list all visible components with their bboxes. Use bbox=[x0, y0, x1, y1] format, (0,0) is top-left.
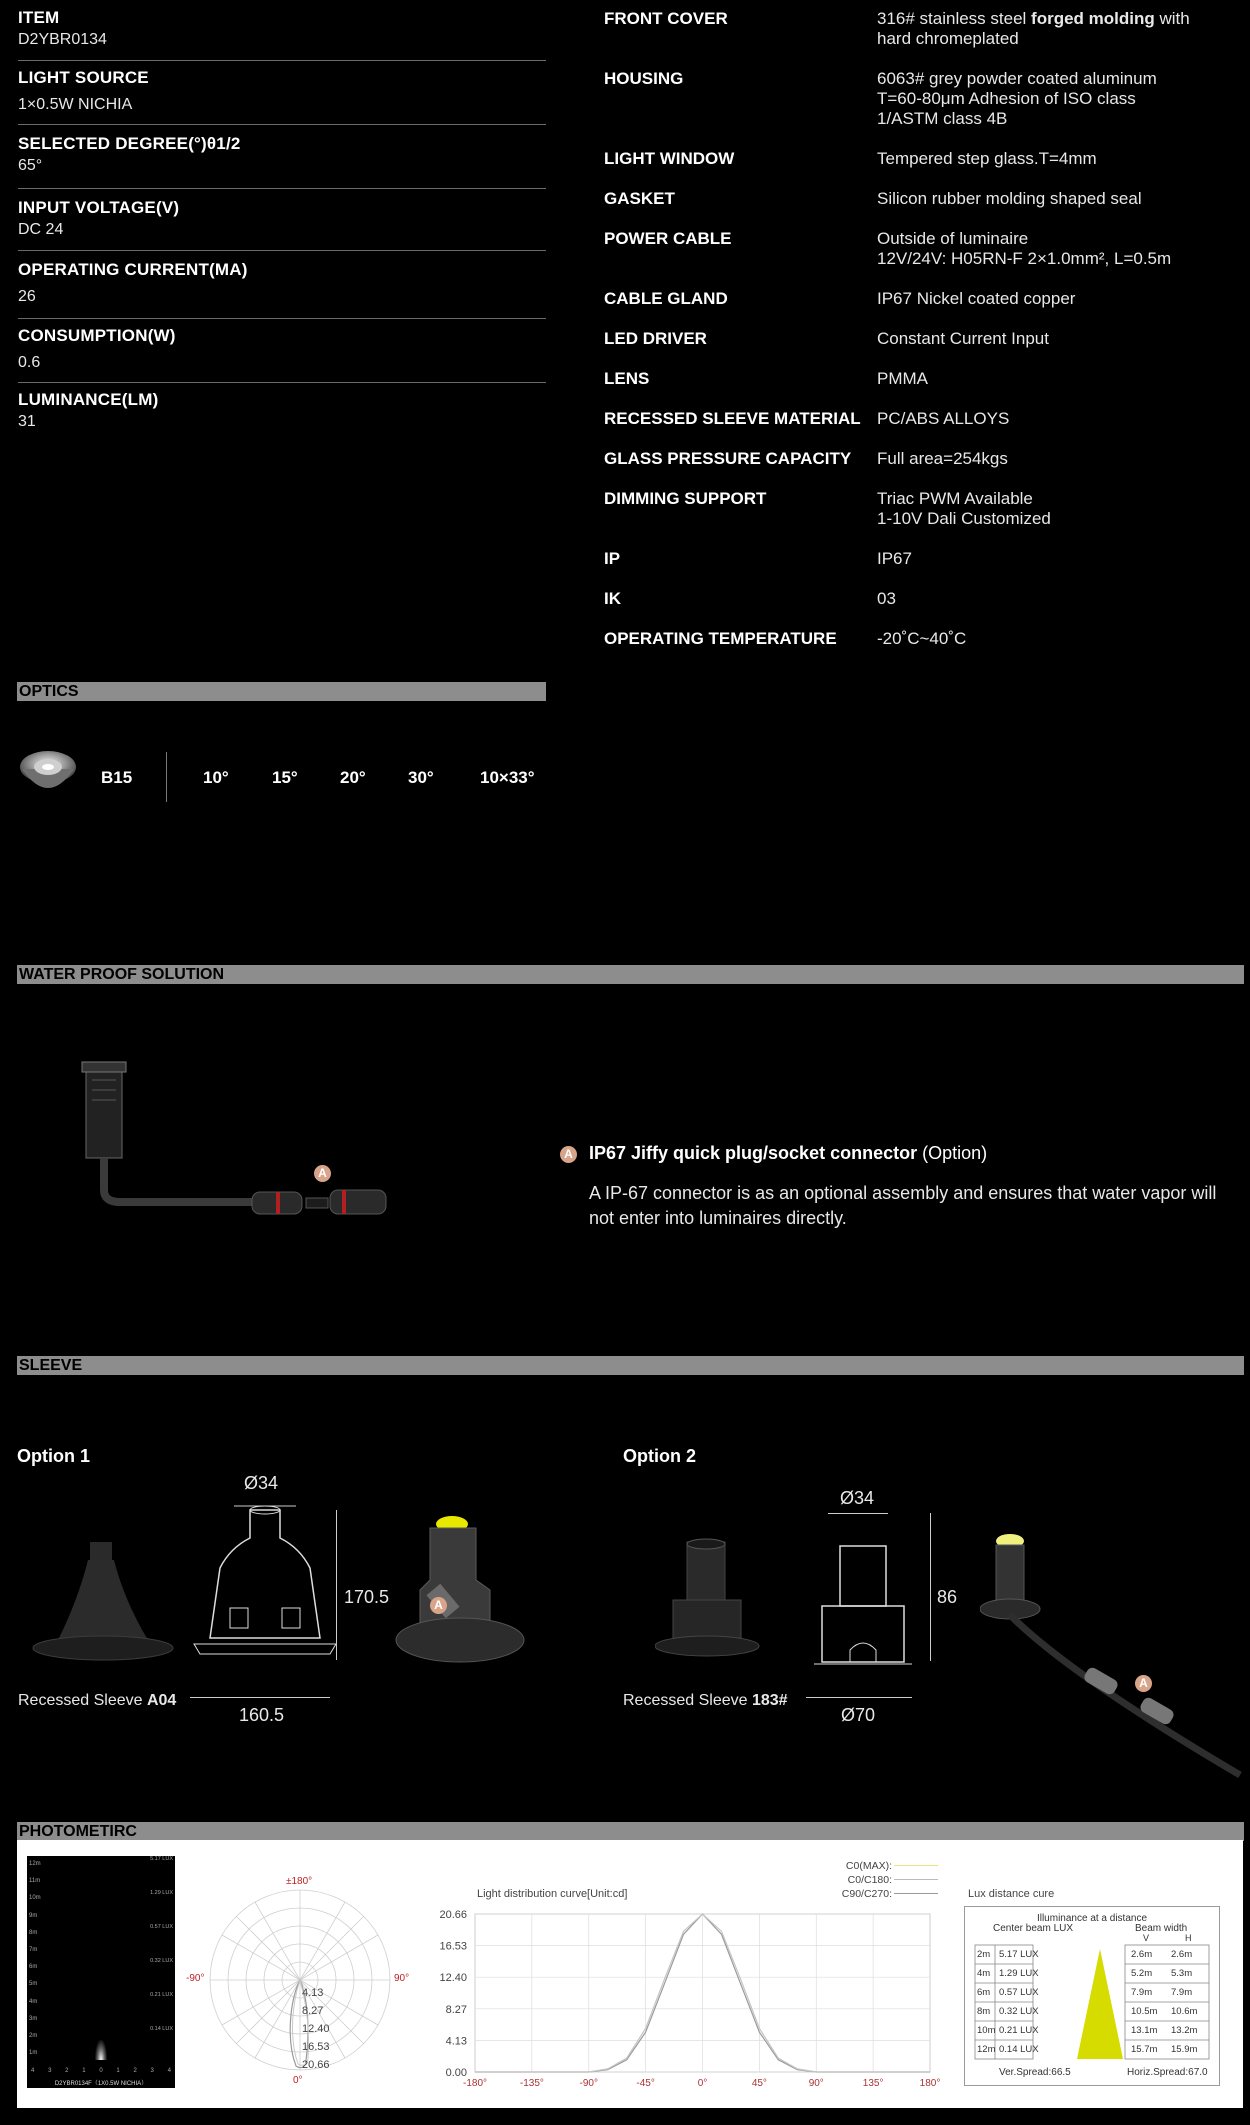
lux-distance-table bbox=[964, 1906, 1220, 2086]
spec-label: SELECTED DEGREE(°)θ1/2 bbox=[18, 134, 241, 153]
spec-value: D2YBR0134 bbox=[18, 31, 107, 48]
spec-value: 0.6 bbox=[18, 354, 41, 371]
beam-angle: 30° bbox=[408, 768, 434, 787]
spec-value: 03 bbox=[877, 589, 896, 608]
dim-line-vertical bbox=[930, 1513, 931, 1661]
lux-header-h: H bbox=[1185, 1933, 1192, 1943]
badge-a: A bbox=[560, 1146, 577, 1163]
isolux-x-tick: 1 bbox=[116, 2068, 120, 2074]
isolux-distance-labels bbox=[29, 1856, 59, 2062]
lux-row-center: 0.21 LUX bbox=[999, 2025, 1039, 2036]
spec-label: CABLE GLAND bbox=[604, 289, 728, 308]
spec-value: IP67 Nickel coated copper bbox=[877, 289, 1076, 308]
lens-icon bbox=[18, 745, 80, 805]
legend-swatch bbox=[894, 1879, 938, 1880]
lux-row-center: 1.29 LUX bbox=[999, 1968, 1039, 1979]
dim-line-horizontal bbox=[806, 1697, 912, 1698]
spec-value bbox=[877, 9, 1190, 49]
spec-label: LUMINANCE(LM) bbox=[18, 390, 159, 409]
spec-label: POWER CABLE bbox=[604, 229, 732, 248]
chart-y-tick-label: 0.00 bbox=[445, 2067, 467, 2079]
spec-value-part: 316# stainless steel bbox=[877, 9, 1032, 28]
curve-legend bbox=[780, 1859, 892, 1901]
sleeve-option-1-title: Option 1 bbox=[17, 1446, 90, 1466]
spec-value: Outside of luminaire 12V/24V: H05RN-F 2×1.0mm², L=0.5m bbox=[877, 229, 1172, 268]
isolux-beam-spot bbox=[95, 2040, 107, 2060]
spec-value-bold: forged molding bbox=[1031, 9, 1155, 28]
sleeve-a04-drawing bbox=[190, 1498, 350, 1668]
dim-line-vertical bbox=[336, 1510, 337, 1660]
lux-row-distance: 4m bbox=[977, 1968, 991, 1979]
isolux-lux-labels bbox=[150, 1856, 173, 2060]
lux-row-center: 0.57 LUX bbox=[999, 1987, 1039, 1998]
lux-header: Illuminance at a distance bbox=[1036, 1913, 1148, 1924]
legend-swatch bbox=[894, 1865, 938, 1866]
section-bar-photometric: PHOTOMETIRC bbox=[17, 1822, 1244, 1841]
sleeve-option-2-title: Option 2 bbox=[623, 1446, 696, 1466]
spec-value-part: with hard chromeplated bbox=[877, 9, 1190, 48]
polar-ring-label: 4.13 bbox=[302, 1987, 324, 1999]
spec-label: OPERATING CURRENT(MA) bbox=[18, 260, 248, 279]
polar-label-right: 90° bbox=[394, 1973, 410, 1984]
spec-label: ITEM bbox=[18, 8, 60, 27]
badge-a: A bbox=[430, 1597, 447, 1614]
spec-value: PC/ABS ALLOYS bbox=[877, 409, 1010, 428]
chart-x-tick-label: -45° bbox=[636, 2078, 655, 2089]
chart-x-tick-label: 135° bbox=[862, 2078, 884, 2089]
sleeve-183-drawing bbox=[810, 1540, 920, 1680]
caption-code: A04 bbox=[146, 1692, 177, 1709]
lens-code: B15 bbox=[101, 768, 133, 787]
lux-row-h: 7.9m bbox=[1171, 1987, 1193, 1998]
chart-x-tick-label: -180° bbox=[462, 2078, 488, 2089]
dim-line-horizontal bbox=[828, 1513, 888, 1514]
sleeve-caption bbox=[623, 1692, 788, 1710]
spec-item bbox=[18, 8, 546, 61]
spec-label: IP bbox=[604, 549, 621, 568]
spec-value: 65° bbox=[18, 157, 43, 174]
spec-value: 26 bbox=[18, 288, 36, 305]
spec-label: LIGHT WINDOW bbox=[604, 149, 735, 168]
legend-item-c0-c180: C0/C180: bbox=[847, 1874, 892, 1886]
legend-item-c0-max: C0(MAX): bbox=[845, 1860, 892, 1872]
polar-ring-label: 12.40 bbox=[302, 2023, 330, 2035]
isolux-distance: 6m bbox=[29, 1964, 38, 1971]
polar-ring-label: 8.27 bbox=[302, 2005, 324, 2017]
lux-hor-spread: Horiz.Spread:67.0 bbox=[1127, 2067, 1208, 2078]
dim-diameter-top: Ø34 bbox=[840, 1488, 875, 1508]
spec-value: 31 bbox=[18, 413, 36, 430]
isolux-distance: 10m bbox=[29, 1895, 41, 1902]
isolux-distance: 2m bbox=[29, 2033, 38, 2040]
polar-ring-label: 16.53 bbox=[302, 2041, 330, 2053]
lux-row-h: 2.6m bbox=[1171, 1949, 1193, 1960]
sleeve-a04-image bbox=[28, 1540, 188, 1670]
lux-row-v: 10.5m bbox=[1131, 2006, 1158, 2017]
lux-row-h: 10.6m bbox=[1171, 2006, 1198, 2017]
lux-header-beam: Beam width bbox=[1135, 1923, 1188, 1934]
connector-description: A IP-67 connector is as an optional assembly and ensures that water vapor will not enter into luminaires directly. bbox=[589, 1183, 1217, 1228]
polar-label-bottom: 0° bbox=[293, 2075, 303, 2086]
dim-width: 160.5 bbox=[239, 1705, 285, 1725]
spec-label: LED DRIVER bbox=[604, 329, 707, 348]
isolux-distance: 9m bbox=[29, 1912, 38, 1919]
spec-label: GASKET bbox=[604, 189, 675, 208]
connector-option: (Option) bbox=[917, 1143, 988, 1163]
lux-row-distance: 8m bbox=[977, 2006, 991, 2017]
caption-text: Recessed Sleeve bbox=[18, 1692, 147, 1709]
isolux-distance: 3m bbox=[29, 2015, 38, 2022]
connector-illustration bbox=[80, 1060, 420, 1220]
spec-item bbox=[18, 326, 546, 383]
spec-item bbox=[18, 260, 546, 319]
spec-value: Constant Current Input bbox=[877, 329, 1049, 348]
lux-ver-spread: Ver.Spread:66.5 bbox=[999, 2067, 1071, 2078]
legend-swatch bbox=[894, 1893, 938, 1894]
spec-label: INPUT VOLTAGE(V) bbox=[18, 198, 180, 217]
beam-angle: 10° bbox=[203, 768, 229, 787]
connector-heading bbox=[589, 1143, 987, 1164]
isolux-x-tick: 3 bbox=[150, 2068, 154, 2074]
polar-diagram bbox=[190, 1870, 410, 2090]
lux-row-h: 5.3m bbox=[1171, 1968, 1193, 1979]
lux-row-h: 15.9m bbox=[1171, 2044, 1198, 2055]
chart-y-tick-label: 16.53 bbox=[439, 1940, 467, 1953]
dim-line-horizontal bbox=[190, 1697, 330, 1698]
spec-item bbox=[18, 134, 546, 189]
isolux-distance: 4m bbox=[29, 1998, 38, 2005]
sleeve-a04-assembly-image bbox=[390, 1510, 530, 1670]
isolux-lux: 0.14 LUX bbox=[150, 2026, 173, 2032]
isolux-x-tick: 4 bbox=[167, 2068, 171, 2074]
spec-value: IP67 bbox=[877, 549, 912, 568]
spec-label: LIGHT SOURCE bbox=[18, 68, 149, 87]
chart-x-tick-label: 0° bbox=[697, 2078, 708, 2089]
isolux-distance: 5m bbox=[29, 1981, 38, 1988]
chart-x-tick-label: 90° bbox=[808, 2078, 824, 2089]
caption-text: Recessed Sleeve bbox=[623, 1692, 752, 1709]
dim-height: 170.5 bbox=[344, 1587, 390, 1607]
lux-row-distance: 6m bbox=[977, 1987, 991, 1998]
isolux-lux: 0.57 LUX bbox=[150, 1924, 173, 1930]
spec-label: FRONT COVER bbox=[604, 9, 728, 28]
chart-x-tick-label: -135° bbox=[519, 2078, 544, 2089]
chart-y-tick-label: 4.13 bbox=[445, 2035, 467, 2048]
chart-y-tick-label: 20.66 bbox=[439, 1909, 467, 1921]
spec-value: PMMA bbox=[877, 369, 928, 388]
isolux-distance: 1m bbox=[29, 2050, 38, 2057]
lux-header-v: V bbox=[1143, 1933, 1150, 1943]
lux-row-center: 0.14 LUX bbox=[999, 2044, 1039, 2055]
spec-label: IK bbox=[604, 589, 621, 608]
light-distribution-chart bbox=[430, 1900, 950, 2090]
spec-label: DIMMING SUPPORT bbox=[604, 489, 767, 508]
sleeve-183-image bbox=[655, 1538, 765, 1668]
connector-title: IP67 Jiffy quick plug/socket connector bbox=[589, 1143, 918, 1163]
spec-label: LENS bbox=[604, 369, 650, 388]
lux-title: Lux distance cure bbox=[968, 1888, 1055, 1900]
spec-value: Full area=254kgs bbox=[877, 449, 1008, 468]
isolux-x-tick: 0 bbox=[99, 2068, 103, 2074]
isolux-diagram bbox=[27, 1856, 175, 2088]
spec-label: RECESSED SLEEVE MATERIAL bbox=[604, 409, 861, 428]
caption-code: 183# bbox=[751, 1692, 788, 1709]
legend-item-c90-c270: C90/C270: bbox=[841, 1888, 892, 1900]
spec-item bbox=[18, 68, 546, 125]
polar-label-left: -90° bbox=[186, 1973, 205, 1984]
spec-value: 1×0.5W NICHIA bbox=[18, 96, 133, 113]
isolux-distance: 12m bbox=[29, 1861, 41, 1867]
isolux-lux: 0.32 LUX bbox=[150, 1958, 173, 1964]
lux-row-distance: 12m bbox=[977, 2044, 996, 2055]
dim-diameter-top: Ø34 bbox=[244, 1473, 279, 1493]
lux-row-distance: 10m bbox=[977, 2025, 996, 2036]
beam-angle: 20° bbox=[340, 768, 366, 787]
chart-x-tick-label: -90° bbox=[579, 2078, 598, 2089]
curve-title: Light distribution curve[Unit:cd] bbox=[477, 1888, 628, 1900]
optics-divider bbox=[166, 752, 167, 802]
spec-label: CONSUMPTION(W) bbox=[18, 326, 176, 345]
isolux-x-tick: 3 bbox=[48, 2068, 52, 2074]
lux-row-v: 15.7m bbox=[1131, 2044, 1158, 2055]
polar-ring-labels bbox=[302, 1984, 330, 2074]
isolux-x-ticks bbox=[31, 2068, 171, 2074]
lux-row-h: 13.2m bbox=[1171, 2025, 1198, 2036]
isolux-distance: 8m bbox=[29, 1929, 38, 1936]
section-bar-optics: OPTICS bbox=[17, 682, 546, 701]
spec-label: OPERATING TEMPERATURE bbox=[604, 629, 837, 648]
chart-y-tick-label: 12.40 bbox=[439, 1972, 467, 1985]
lux-row-v: 7.9m bbox=[1131, 1987, 1153, 1998]
lux-row-center: 5.17 LUX bbox=[999, 1949, 1039, 1960]
isolux-x-tick: 1 bbox=[82, 2068, 86, 2074]
isolux-x-tick: 4 bbox=[31, 2068, 35, 2074]
chart-y-tick-label: 8.27 bbox=[445, 2003, 467, 2016]
spec-value: 6063# grey powder coated aluminum T=60-80μm Adhesion of ISO class 1/ASTM class 4B bbox=[877, 69, 1157, 128]
spec-value: -20˚C~40˚C bbox=[877, 629, 967, 648]
spec-label: HOUSING bbox=[604, 69, 684, 88]
isolux-lux: 5.17 LUX bbox=[150, 1856, 173, 1862]
chart-x-tick-label: 45° bbox=[751, 2078, 767, 2089]
isolux-x-tick: 2 bbox=[133, 2068, 137, 2074]
section-bar-waterproof: WATER PROOF SOLUTION bbox=[17, 965, 1244, 984]
dim-width: Ø70 bbox=[841, 1705, 876, 1725]
spec-value: Tempered step glass.T=4mm bbox=[877, 149, 1097, 168]
beam-angle: 15° bbox=[272, 768, 298, 787]
polar-label-top: ±180° bbox=[286, 1876, 313, 1887]
lux-row-distance: 2m bbox=[977, 1949, 991, 1960]
dim-height: 86 bbox=[937, 1587, 958, 1607]
spec-value: Triac PWM Available 1-10V Dali Customized bbox=[877, 489, 1051, 528]
isolux-x-tick: 2 bbox=[65, 2068, 69, 2074]
badge-a: A bbox=[1135, 1675, 1152, 1692]
section-bar-sleeve: SLEEVE bbox=[17, 1356, 1244, 1375]
spec-label: GLASS PRESSURE CAPACITY bbox=[604, 449, 852, 468]
isolux-caption: D2YBR0134F（1X0.5W NICHIA） bbox=[54, 2081, 148, 2087]
isolux-distance: 11m bbox=[29, 1878, 41, 1885]
lux-row-center: 0.32 LUX bbox=[999, 2006, 1039, 2017]
lux-row-v: 5.2m bbox=[1131, 1968, 1153, 1979]
polar-ring-label: 20.66 bbox=[302, 2059, 330, 2071]
beam-angle: 10×33° bbox=[480, 768, 535, 787]
chart-x-tick-label: 180° bbox=[919, 2078, 941, 2089]
sleeve-183-assembly-image bbox=[980, 1525, 1248, 1785]
spec-value: Silicon rubber molding shaped seal bbox=[877, 189, 1142, 208]
spec-item bbox=[18, 198, 546, 251]
isolux-lux: 1.29 LUX bbox=[150, 1890, 173, 1896]
spec-item bbox=[18, 390, 546, 440]
lux-header-center: Center beam LUX bbox=[993, 1923, 1074, 1934]
sleeve-caption bbox=[18, 1692, 176, 1710]
spec-value: DC 24 bbox=[18, 221, 64, 238]
isolux-distance: 7m bbox=[29, 1947, 38, 1954]
lux-row-v: 2.6m bbox=[1131, 1949, 1153, 1960]
lux-row-v: 13.1m bbox=[1131, 2025, 1158, 2036]
isolux-lux: 0.21 LUX bbox=[150, 1992, 173, 1998]
badge-a: A bbox=[314, 1165, 331, 1182]
